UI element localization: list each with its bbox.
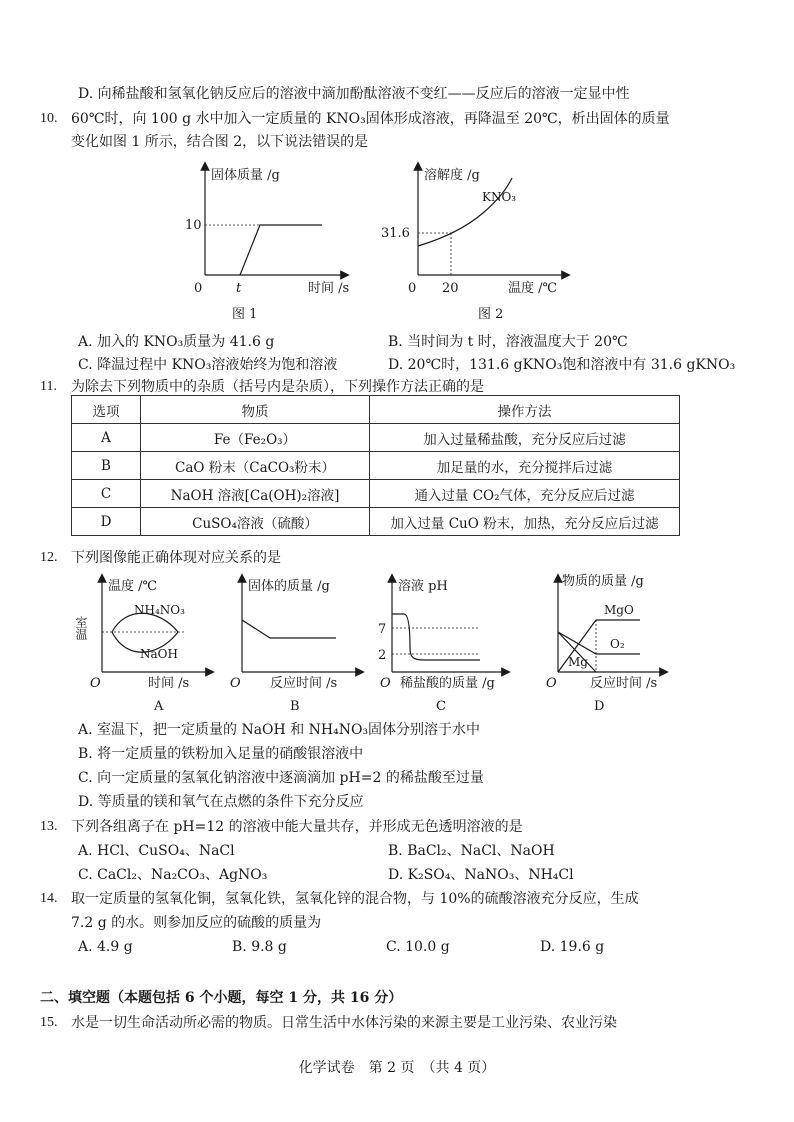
fig2-origin: 0 [408, 281, 417, 296]
graphA-xlabel: 时间 /s [148, 676, 190, 691]
fig2-ylabel: 溶解度 /g [424, 168, 480, 183]
table-row [72, 480, 680, 508]
graphC-xlabel: 稀盐酸的质量 /g [400, 676, 495, 691]
q10-option-c: C. 降温过程中 KNO₃溶液始终为饱和溶液 [78, 357, 338, 373]
graphA-origin: O [90, 676, 101, 691]
table-cell: C [72, 480, 141, 508]
table-row [72, 508, 680, 536]
graphA-caption: A [154, 699, 164, 714]
table-cell: 加入过量 CuO 粉末，加热，充分反应后过滤 [370, 508, 680, 536]
table-cell: B [72, 452, 141, 480]
q10-number: 10. [40, 111, 58, 126]
fig1-curve [240, 225, 322, 275]
table-header-cell: 选项 [72, 396, 141, 424]
graphB-curve [242, 620, 336, 638]
q10-figure-1 [180, 158, 350, 328]
q12-number: 12. [40, 550, 58, 565]
q15-stem: 水是一切生命活动所必需的物质。日常生活中水体污染的来源主要是工业污染、农业污染 [71, 1015, 617, 1031]
q11-options-table [71, 395, 680, 536]
table-cell: CuSO₄溶液（硫酸） [141, 508, 370, 536]
graphA-side-label: 室温 [74, 616, 88, 640]
fig1-origin: 0 [194, 281, 203, 296]
table-cell: A [72, 424, 141, 452]
q10-option-d: D. 20℃时，131.6 gKNO₃饱和溶液中有 31.6 gKNO₃ [388, 357, 736, 373]
table-cell: CaO 粉末（CaCO₃粉末） [141, 452, 370, 480]
graphB-ylabel: 固体的质量 /g [248, 579, 330, 594]
graphD-mgo-label: MgO [604, 603, 634, 617]
table-header-cell: 操作方法 [370, 396, 680, 424]
graphC-tick-2: 2 [378, 648, 387, 663]
graphB-origin: O [230, 676, 241, 691]
fig2-y-tick: 31.6 [381, 226, 410, 241]
table-cell: 加足量的水，充分搅拌后过滤 [370, 452, 680, 480]
q11-stem: 为除去下列物质中的杂质（括号内是杂质），下列操作方法正确的是 [71, 379, 484, 395]
q13-option-a: A. HCl、CuSO₄、NaCl [78, 843, 235, 859]
graphA-bottom-label: NaOH [140, 647, 178, 661]
graphC-tick-7: 7 [378, 622, 387, 637]
q10-option-b: B. 当时间为 t 时，溶液温度大于 20℃ [388, 334, 628, 350]
table-row [72, 424, 680, 452]
q14-option-b: B. 9.8 g [232, 939, 287, 955]
q10-stem-2: 变化如图 1 所示，结合图 2，以下说法错误的是 [71, 134, 369, 150]
table-cell: 通入过量 CO₂气体，充分反应后过滤 [370, 480, 680, 508]
q12-graph-d [540, 570, 670, 715]
graphC-origin: O [380, 676, 391, 691]
fig1-y-tick: 10 [185, 218, 202, 233]
section-2-title: 二、填空题（本题包括 6 个小题，每空 1 分，共 16 分） [40, 990, 403, 1006]
q12-option-c: C. 向一定质量的氢氧化钠溶液中逐滴滴加 pH=2 的稀盐酸至过量 [78, 770, 484, 786]
fig2-kno3-curve [418, 178, 512, 246]
graphD-o2-label: O₂ [610, 637, 625, 651]
q10-stem-1: 60℃时，向 100 g 水中加入一定质量的 KNO₃固体形成溶液，再降温至 20℃，析出固体的质量 [71, 111, 670, 127]
q13-option-d: D. K₂SO₄、NaNO₃、NH₄Cl [388, 867, 574, 883]
fig2-x-tick: 20 [442, 281, 459, 296]
q11-number: 11. [40, 379, 57, 394]
table-cell: NaOH 溶液[Ca(OH)₂溶液] [141, 480, 370, 508]
graphC-ph-curve [392, 614, 480, 660]
q15-number: 15. [40, 1015, 58, 1030]
q13-option-c: C. CaCl₂、Na₂CO₃、AgNO₃ [78, 867, 268, 883]
graphD-o2-line [558, 632, 640, 654]
q10-option-a: A. 加入的 KNO₃质量为 41.6 g [78, 334, 275, 350]
graphB-caption: B [290, 699, 300, 714]
q14-option-c: C. 10.0 g [386, 939, 450, 955]
q12-option-a: A. 室温下，把一定质量的 NaOH 和 NH₄NO₃固体分别溶于水中 [78, 722, 481, 738]
q12-graph-a [74, 570, 218, 715]
graphD-xlabel: 反应时间 /s [590, 676, 658, 691]
q13-number: 13. [40, 819, 58, 834]
graphA-top-label: NH₄NO₃ [134, 603, 185, 617]
q13-stem: 下列各组离子在 pH=12 的溶液中能大量共存，并形成无色透明溶液的是 [71, 819, 523, 835]
fig1-x-tick: t [236, 281, 242, 296]
q12-graph-b [228, 570, 368, 715]
q12-option-b: B. 将一定质量的铁粉加入足量的硝酸银溶液中 [78, 746, 364, 762]
fig1-xlabel: 时间 /s [308, 281, 350, 296]
graphA-ylabel: 温度 /℃ [108, 579, 158, 594]
table-header-cell: 物质 [141, 396, 370, 424]
table-row [72, 452, 680, 480]
table-cell: Fe（Fe₂O₃） [141, 424, 370, 452]
graphD-origin: O [546, 676, 557, 691]
q14-option-d: D. 19.6 g [540, 939, 605, 955]
fig2-curve-label: KNO₃ [482, 190, 517, 204]
q9-option-d: D. 向稀盐酸和氢氧化钠反应后的溶液中滴加酚酞溶液不变红——反应后的溶液一定显中性 [78, 86, 630, 102]
fig2-caption: 图 2 [478, 307, 504, 322]
q14-option-a: A. 4.9 g [78, 939, 133, 955]
q14-number: 14. [40, 891, 58, 906]
q12-option-d: D. 等质量的镁和氧气在点燃的条件下充分反应 [78, 794, 364, 810]
q13-option-b: B. BaCl₂、NaCl、NaOH [388, 843, 555, 859]
q12-graph-c [368, 570, 528, 715]
table-header-row [72, 396, 680, 424]
fig2-xlabel: 温度 /℃ [508, 281, 558, 296]
graphD-ylabel: 物质的质量 /g [562, 574, 644, 589]
q14-stem-1: 取一定质量的氢氧化铜，氢氧化铁，氢氧化锌的混合物，与 10%的硫酸溶液充分反应，生成 [71, 891, 639, 907]
graphB-xlabel: 反应时间 /s [270, 676, 338, 691]
q12-stem: 下列图像能正确体现对应关系的是 [71, 550, 281, 566]
graphD-mg-label: Mg [568, 655, 588, 669]
page-footer: 化学试卷 第 2 页 （共 4 页） [298, 1060, 496, 1076]
graphC-caption: C [436, 699, 446, 714]
table-cell: 加入过量稀盐酸，充分反应后过滤 [370, 424, 680, 452]
fig1-caption: 图 1 [232, 307, 258, 322]
table-cell: D [72, 508, 141, 536]
q14-stem-2: 7.2 g 的水。则参加反应的硫酸的质量为 [71, 915, 322, 931]
graphD-caption: D [594, 699, 605, 714]
q10-figure-2 [378, 158, 578, 328]
fig1-ylabel: 固体质量 /g [211, 168, 280, 183]
graphC-ylabel: 溶液 pH [398, 579, 448, 594]
